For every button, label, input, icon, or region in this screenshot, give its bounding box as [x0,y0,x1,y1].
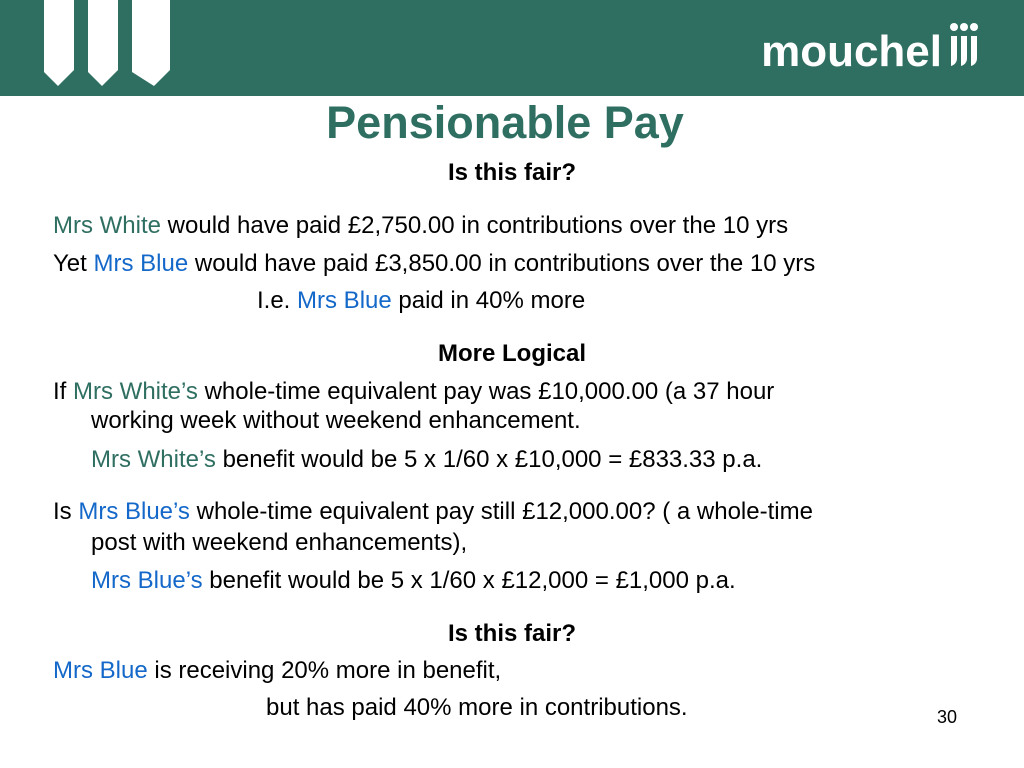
section-heading-more-logical: More Logical [437,340,587,367]
conclusion-line [53,656,501,686]
is-blue-line [53,497,813,527]
if-white-line [53,377,774,407]
is-blue-line-cont: post with weekend enhancements), [91,529,468,556]
line-prefix: I.e. [257,287,298,314]
blue-benefit-line [91,566,736,596]
line-prefix: Is [53,498,79,525]
name-mrs-white: Mrs White’s [73,378,198,405]
name-mrs-blue: Mrs Blue’s [78,498,190,525]
name-mrs-blue: Mrs Blue [297,287,392,314]
white-benefit-line [91,445,762,475]
decorative-stripes-icon [40,0,190,96]
page-number: 30 [937,707,958,727]
header-banner [0,0,1024,96]
mouchel-logo [761,22,980,74]
line-text: is receiving 20% more in benefit, [147,657,502,684]
slide-title: Pensionable Pay [326,97,684,148]
name-mrs-blue: Mrs Blue’s [91,567,203,594]
ie-line [257,286,585,316]
subtitle: Is this fair? [447,159,577,186]
contribution-white-line [53,211,788,241]
line-prefix: Yet [53,250,94,277]
contribution-blue-line [53,249,815,279]
section-heading-is-this-fair: Is this fair? [447,620,577,647]
name-mrs-white: Mrs White [53,212,161,239]
line-text: whole-time equivalent pay was £10,000.00 (a 37 hour [197,378,775,405]
line-prefix: If [53,378,74,405]
brand-name: mouchel [761,27,942,76]
line-text: paid in 40% more [391,287,586,314]
name-mrs-white: Mrs White’s [91,446,216,473]
if-white-line-cont: working week without weekend enhancement. [91,407,581,434]
line-text: benefit would be 5 x 1/60 x £10,000 = £833.33 p.a. [215,446,763,473]
mouchel-mark-icon [948,22,980,68]
line-text: benefit would be 5 x 1/60 x £12,000 = £1,000 p.a. [202,567,736,594]
name-mrs-blue: Mrs Blue [93,250,189,277]
name-mrs-blue: Mrs Blue [53,657,148,684]
line-text: would have paid £3,850.00 in contributions over the 10 yrs [188,250,816,277]
conclusion-line-2: but has paid 40% more in contributions. [266,694,688,721]
line-text: would have paid £2,750.00 in contributions over the 10 yrs [161,212,789,239]
line-text: whole-time equivalent pay still £12,000.00? ( a whole-time [189,498,813,525]
